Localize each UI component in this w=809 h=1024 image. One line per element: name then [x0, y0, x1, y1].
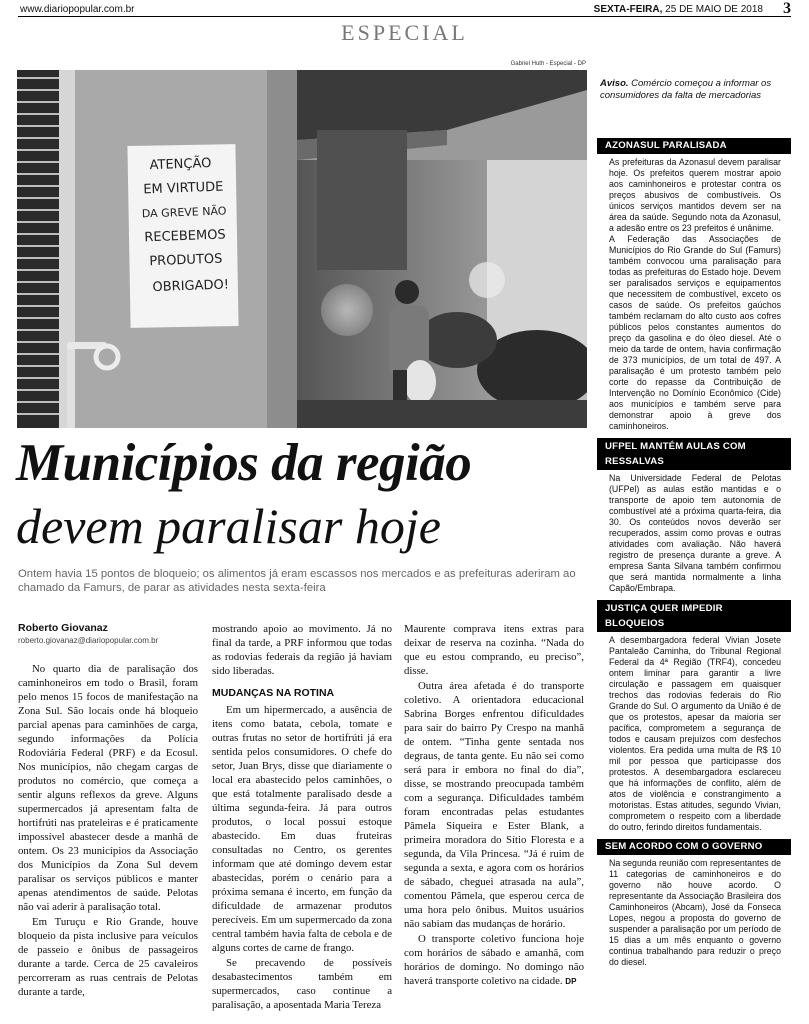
box-paragraph: Na segunda reunião com representantes de 11 categorias de caminhoneiros e do governo não houve acordo. O representante da Associação Brasileira dos Caminhoneiros (Abcam), José da Fonseca Lopes, negou a proposta do governo de suspender a paralisação por um período de 15 dias a um mês enquanto o governo continua trabalhando para reduzir o preço do diesel. [609, 858, 781, 967]
paragraph: Maurente comprava itens extras para deixar de reserva na cozinha. “Nada do que eu estou comprando, eu preciso”, disse. [404, 623, 584, 677]
section-title: ESPECIAL [341, 20, 468, 45]
box-title-sem-acordo: SEM ACORDO COM O GOVERNO [597, 839, 791, 855]
box-body-ufpel [597, 470, 791, 600]
box-body-justica [597, 632, 791, 839]
site-url[interactable]: www.diariopopular.com.br [20, 4, 135, 15]
box-paragraph: As prefeituras da Azonasul devem paralisar hoje. Os prefeitos querem mostrar apoio aos caminhoneiros e protestar contra os preços abusivos de combustíveis. Os únicos serviços mantidos devem ser na área da saúde. Segundo nota da Azonasul, a adesão entre os 23 prefeitos é unânime. [609, 157, 781, 233]
street-scene-illustration [17, 70, 587, 428]
photo-credit: Gabriel Huth - Especial - DP [510, 61, 586, 67]
headline-line-1: Municípios da região [16, 434, 472, 492]
box-paragraph: Na Universidade Federal de Pelotas (UFPel) as aulas estão mantidas e o transporte de apoio tem autonomia de combustível até a próxima quarta-feira, dia 30. Os conteúdos novos deverão ser recuperados, assim como provas e outras atividades com avaliação. Não haverá registro de presença durante a greve. A empresa Santa Silvana também confirmou que será mantida normalmente a linha Capão/Embrapa. [609, 473, 781, 593]
photo-caption [600, 78, 790, 102]
paragraph: mostrando apoio ao movimento. Já no final da tarde, a PRF informou que todas as rodovias federais da região já haviam sido liberadas. [212, 623, 392, 677]
issue-weekday: SEXTA-FEIRA, [593, 4, 663, 15]
article-deck: Ontem havia 15 pontos de bloqueio; os alimentos já eram escassos nos mercados e as prefeituras aderiram ao chamado da Famurs, de parar as atividades nesta sexta-feira [18, 568, 576, 594]
header-rule [18, 16, 791, 17]
sign-line-1: ATENÇÃO [149, 155, 212, 174]
news-photo [17, 70, 587, 428]
paragraph: Em um hipermercado, a ausência de itens como batata, cebola, tomate e outras frutas no setor de hortifrúti já era sentida pelos consumidores. O chefe do setor, Juan Brys, disse que diariamente o local era abastecido pelos caminhões, o que está totalmente paralisado desde a última segunda-feira. Já para outros produtos, o local possui estoque abastecido. Em duas fruteiras consultadas no Centro, os gerentes informam que até domingo devem estar abastecidas, porém o cenário para a próxima semana é incerto, em função da dificuldade de armazenar produtos perecíveis. Em um supermercado da zona central também havia falta de cebola e de alguns cortes de carne de frango. [212, 704, 392, 954]
article-column-2 [212, 622, 392, 1013]
caption-text: Comércio começou a informar os consumidores da falta de mercadorias [600, 78, 772, 101]
paragraph: Se precavendo de possíveis desabastecimentos também em supermercados, caso continue a paralisação, a aposentada Maria Tereza [212, 957, 392, 1011]
strike-notice-sign [127, 144, 238, 328]
article-column-3 [404, 622, 584, 990]
paragraph [404, 932, 584, 989]
article-column-1 [18, 622, 198, 1000]
paragraph: Em Turuçu e Rio Grande, houve bloqueio da pista inclusive para veículos de passeio e ônibus de passageiros durante a tarde. Cerca de 25 cavaleiros percorreram as ruas centrais de Pelotas durante a tarde, [18, 916, 198, 998]
sign-line-4: RECEBEMOS [144, 227, 226, 246]
author-email[interactable]: roberto.giovanaz@diariopopular.com.br [18, 636, 159, 645]
box-paragraph: A desembargadora federal Vivian Josete Pantaleão Caminha, do Tribunal Regional Federal da 4ª Região (TRF4), concedeu ontem liminar para garantir a livre circulação e passagem em quaisquer trechos das rodovias federais do Rio Grande do Sul. O argumento da União é de que os protestos, apesar da maioria ser pacífica, comprometem a segurança de todos e causam prejuízos com desfechos violentos. Era pedida uma multa de R$ 10 mil por pessoa que participasse dos protestos. A desembargadora esclareceu que há informações de conflito, além de atos de violência e constrangimento a motoristas. Estas atitudes, segundo Vivian, comprometem o respeito com a liberdade do outro, ferindo direitos fundamentais. [609, 635, 781, 832]
subheading: MUDANÇAS NA ROTINA [212, 687, 335, 699]
headline-line-2: devem paralisar hoje [16, 498, 441, 554]
sign-line-6: OBRIGADO! [152, 277, 230, 296]
author-name: Roberto Giovanaz [18, 622, 108, 634]
paragraph: Outra área afetada é do transporte coletivo. A orientadora educacional Sabrina Borges enfrentou dificuldades para sair do bairro Py Crespo na manhã de ontem. “Tinha gente sentada nos degraus, de tanta gente. Eu não sei como será para ir embora no final do dia”, disse, se mostrando preocupada também com a segurança. Dificuldades também foram encontradas pelas estudantes Pâmela Siqueira e Ester Blank, a primeira moradora do Sítio Floresta e a segunda, da Vila Princesa. “Já é ruim de segunda a sexta, e agora com os horários de sábado, cheguei atrasada na aula”, comentou Pâmela, que esperou cerca de uma hora pelo ônibus. Muitos usuários não sabiam das mudanças de horário. [404, 680, 584, 930]
paragraph: No quarto dia de paralisação dos caminhoneiros em todo o Brasil, foram pelo menos 15 focos de manifestação na Zona Sul. São locais onde há bloqueio parcial apenas para caminhões de carga, segundo informações da Polícia Rodoviária Federal (PRF) e da Ecosul. Nos municípios, não chegam cargas de produtos no comércio, que começa a sentir alguns reflexos da greve. Alguns supermercados já apresentam falta de hortifrúti nas prateleiras e é praticamente impossível abastecer desde a manhã de ontem. Os 23 municípios da Associação dos Municípios da Zona Sul devem paralisar os serviços públicos e manter apenas atendimentos de saúde. Pelotas não vai aderir à paralisação total. [18, 663, 198, 913]
box-paragraph: A Federação das Associações de Municípios do Rio Grande do Sul (Famurs) também convocou uma paralisação para todas as prefeituras do Estado hoje. Devem ser paralisados serviços e equipamentos que necessitem de combustível, exceto os casos de saúde. Os prefeitos gaúchos também reclamam do alto custo aos cofres públicos pelos constantes aumentos do preço da gasolina e do óleo diesel. Até o meio da tarde de ontem, havia confirmação de 373 municípios, de um total de 497. A paralisação é um protesto também pelo corte do repasse da Contribuição de Intervenção no Domínio Econômico (Cide) aos municípios e também serve para demonstrar apoio à greve dos caminhoneiros. [609, 234, 781, 431]
issue-date [594, 4, 763, 15]
end-mark: DP [565, 977, 577, 986]
sign-line-3: DA GREVE NÃO [141, 204, 227, 221]
paragraph-text: O transporte coletivo funciona hoje com horários de sábado e amanhã, com horários de domingo. No domingo não haverá transporte coletivo na cidade. [404, 933, 584, 987]
sidebar [597, 138, 791, 974]
sign-line-2: EM VIRTUDE [143, 179, 224, 198]
sign-line-5: PRODUTOS [149, 251, 223, 270]
box-title-justica: JUSTIÇA QUER IMPEDIR BLOQUEIOS [597, 600, 791, 632]
box-body-sem-acordo [597, 855, 791, 974]
page-header [18, 2, 791, 16]
issue-day: 25 DE MAIO DE 2018 [662, 4, 763, 15]
page-number: 3 [783, 0, 791, 17]
caption-lead: Aviso. [600, 78, 629, 89]
box-title-azonasul: AZONASUL PARALISADA [597, 138, 791, 154]
window-blinds [17, 70, 59, 428]
box-body-azonasul [597, 154, 791, 438]
box-title-ufpel: UFPEL MANTÉM AULAS COM RESSALVAS [597, 438, 791, 470]
